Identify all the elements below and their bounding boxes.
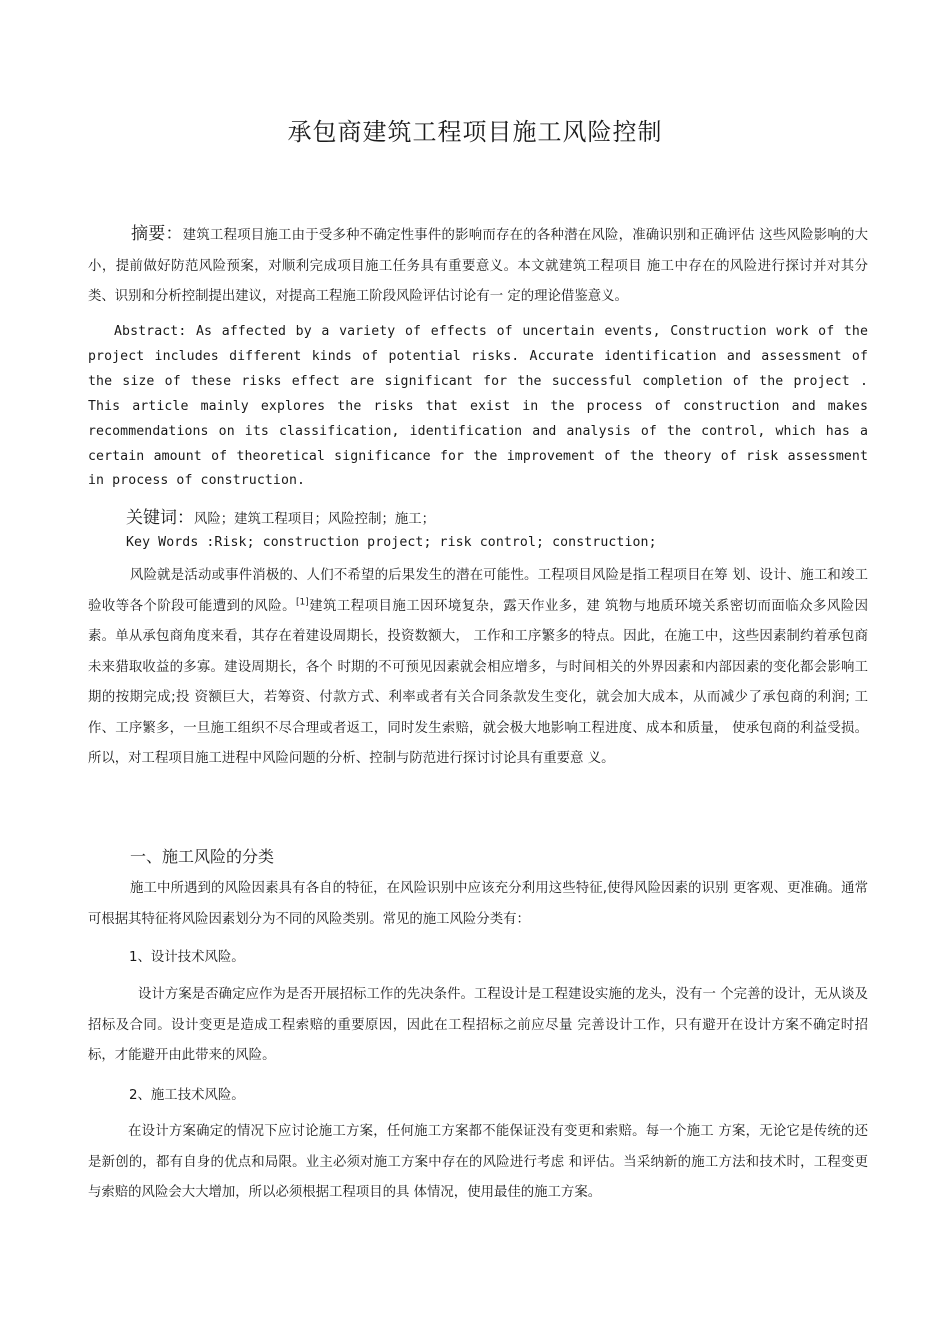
abstract-en: Abstract: As affected by a variety of effects of uncertain events, Construction work of the project includes different kinds of potential risks. Accurate identification and assessment of the size of these risks effect are significant for the successful completion of the project . This article mainly explores the risks that exist in the process of construction and makes recommendations on its classification, identification and analysis of the control, which has a certain amount of theoretical significance for the improvement of the theory of risk assessment in process of construction.	[88, 324, 868, 489]
page-title: 承包商建筑工程项目施工风险控制	[287, 118, 663, 146]
keywords-zh-text: 风险；建筑工程项目；风险控制；施工；	[194, 512, 436, 527]
intro-text-part1: 风险就是活动或事件消极的、人们不希望的后果发生的潜在可能性。工程项目风险是指工程项目在筹 划、设计、施工和竣工验收等各个阶段可能遭到的风险。	[88, 568, 868, 614]
item-2-text: 在设计方案确定的情况下应讨论施工方案，任何施工方案都不能保证没有变更和索赔。每一个施工 方案，无论它是传统的还是新创的，都有自身的优点和局限。业主必须对施工方案中存在的风险进行考虑 和评估。当采纳新的施工方法和技术时，工程变更与索赔的风险会大大增加，所以必须根据工程项目的具 体情况，使用最佳的施工方案。	[88, 1124, 868, 1200]
keywords-zh-label: 关键词：	[126, 508, 194, 528]
keywords-en: Key Words :Risk; construction project; risk control; construction;	[126, 535, 657, 550]
intro-text-part2: 建筑工程项目施工因环境复杂，露天作业多，建 筑物与地质环境关系密切而面临众多风险因素。单从承包商角度来看，其存在着建设周期长，投资数额大， 工作和工序繁多的特点。因此，在施工中，这些因素制约着承包商未来猎取收益的多寡。建设周期长，各个 时期的不可预见因素就会相应增多，与时间相关的外界因素和内部因素的变化都会影响工期的按期完成;投 资额巨大，若筹资、付款方式、利率或者有关合同条款发生变化，就会加大成本，从而减少了承包商的利润; 工作、工序繁多，一旦施工组织不尽合理或者返工，同时发生索赔，就会极大地影响工程进度、成本和质量， 使承包商的利益受损。所以，对工程项目施工进程中风险问题的分析、控制与防范进行探讨讨论具有重要意 义。	[88, 598, 868, 766]
item-1-text: 设计方案是否确定应作为是否开展招标工作的先决条件。工程设计是工程建设实施的龙头，没有一 个完善的设计，无从谈及招标及合同。设计变更是造成工程索赔的重要原因，因此在工程招标之前应尽量 完善设计工作，只有避开在设计方案不确定时招标，才能避开由此带来的风险。	[88, 987, 868, 1063]
section-1-heading: 一、施工风险的分类	[130, 847, 275, 866]
section-1-intro: 施工中所遇到的风险因素具有各自的特征，在风险识别中应该充分利用这些特征,使得风险因素的识别 更客观、更准确。通常可根据其特征将风险因素划分为不同的风险类别。常见的施工风险分类有：	[88, 881, 868, 927]
intro-paragraph	[88, 561, 868, 775]
abstract-zh-label: 摘要：	[131, 224, 183, 244]
abstract-zh-text: 建筑工程项目施工由于受多种不确定性事件的影响而存在的各种潜在风险，准确识别和正确评估 这些风险影响的大小，提前做好防范风险预案，对顺利完成项目施工任务具有重要意义。本文就建筑工程项目 施工中存在的风险进行探讨并对其分类、识别和分析控制提出建议，对提高工程施工阶段风险评估讨论有一 定的理论借鉴意义。	[88, 228, 868, 304]
item-2-title: 2、施工技术风险。	[129, 1088, 245, 1103]
item-1-title: 1、设计技术风险。	[129, 950, 245, 965]
citation-ref: [1]	[295, 597, 309, 608]
abstract-zh	[88, 219, 868, 313]
